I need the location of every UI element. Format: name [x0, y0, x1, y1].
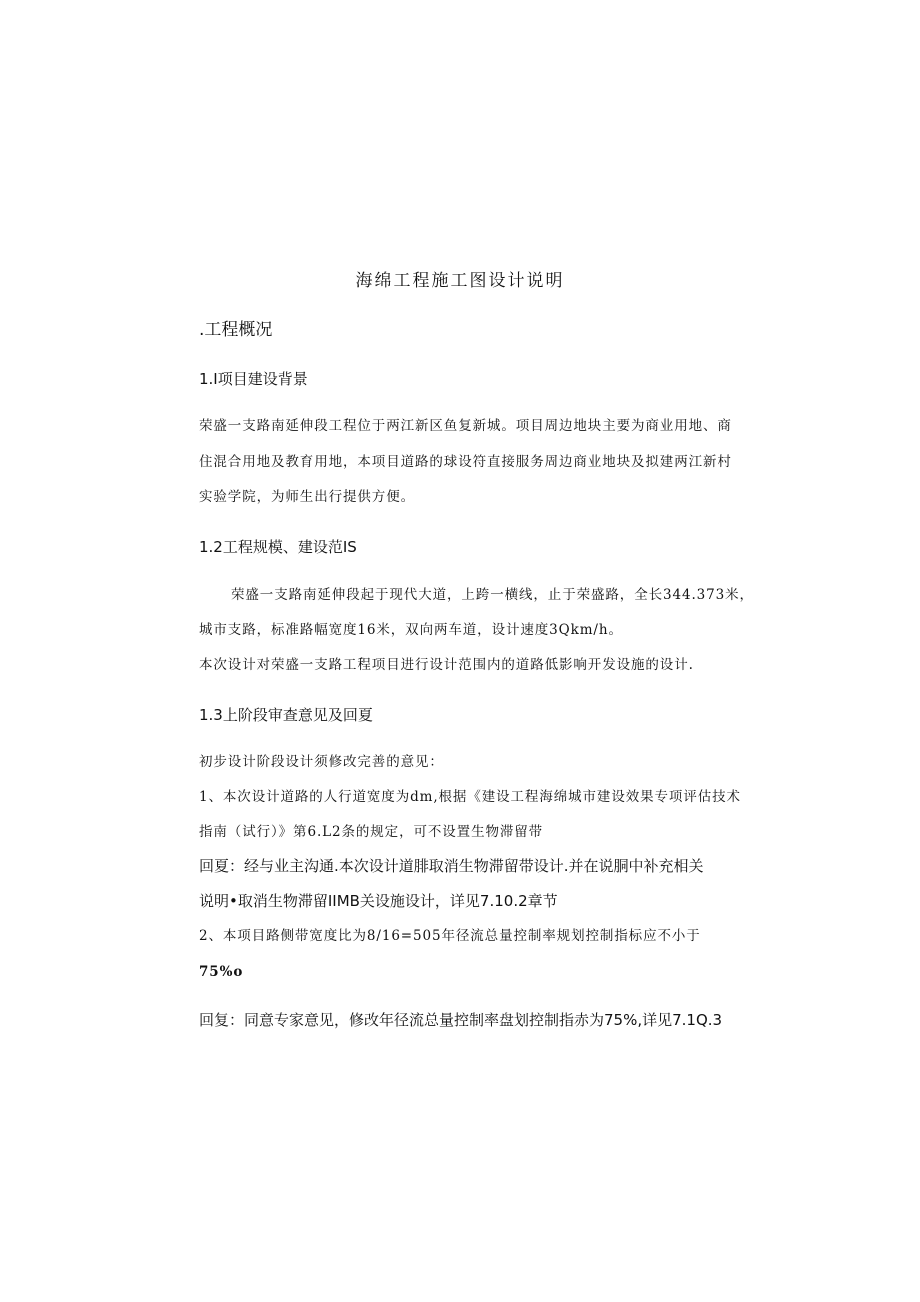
review-intro: 初步设计阶段设计须修改完善的意见： — [199, 754, 444, 770]
review-item-1-line: 指南（试行）》第6.L2条的规定，可不设置生物滞留带 — [199, 824, 544, 840]
review-item-2-line: 75%o — [199, 964, 244, 980]
paragraph-line: 荣盛一支路南延伸段起于现代大道，上跨一横线，止于荣盛路，全长344.373米， — [231, 587, 754, 603]
review-item-1-line: 1、本次设计道路的人行道宽度为dm,根据《建设工程海绵城市建设效果专项评估技术 — [199, 789, 741, 805]
paragraph-line: 实验学院，为师生出行提供方便。 — [199, 489, 415, 505]
paragraph-line: 荣盛一支路南延伸段工程位于两江新区鱼复新城。项目周边地块主要为商业用地、商 — [199, 418, 732, 434]
reply-1-line: 回夏：经与业主沟通.本次设计道腓取消生物滞留带设计.并在说胴中补充相关 — [199, 857, 704, 875]
paragraph-line: 城市支路，标准路幅宽度16米，双向两车道，设计速度3Qkm/h。 — [199, 622, 623, 638]
subsection-heading-1-2: 1.2工程规模、建设范IS — [199, 538, 357, 556]
paragraph-line: 住混合用地及教育用地，本项目道路的球设符直接服务周边商业地块及拟建两江新村 — [199, 454, 732, 470]
reply-2: 回复：同意专家意见，修改年径流总量控制率盘划控制指赤为75%,详见7.1Q.3 — [199, 1011, 723, 1029]
section-heading: .工程概况 — [199, 320, 273, 340]
subsection-heading-1-1: 1.I项目建设背景 — [199, 370, 308, 388]
reply-1-line: 说明•取消生物滞留IIMB关设施设计，详见7.10.2章节 — [199, 892, 558, 910]
review-item-2-line: 2、本项目路侧带宽度比为8/16=505年径流总量控制率规划控制指标应不小于 — [199, 928, 701, 944]
subsection-heading-1-3: 1.3上阶段审查意见及回夏 — [199, 706, 373, 724]
paragraph-line: 本次设计对荣盛一支路工程项目进行设计范围内的道路低影响开发设施的设计. — [199, 657, 694, 673]
document-title: 海绵工程施工图设计说明 — [355, 271, 565, 291]
